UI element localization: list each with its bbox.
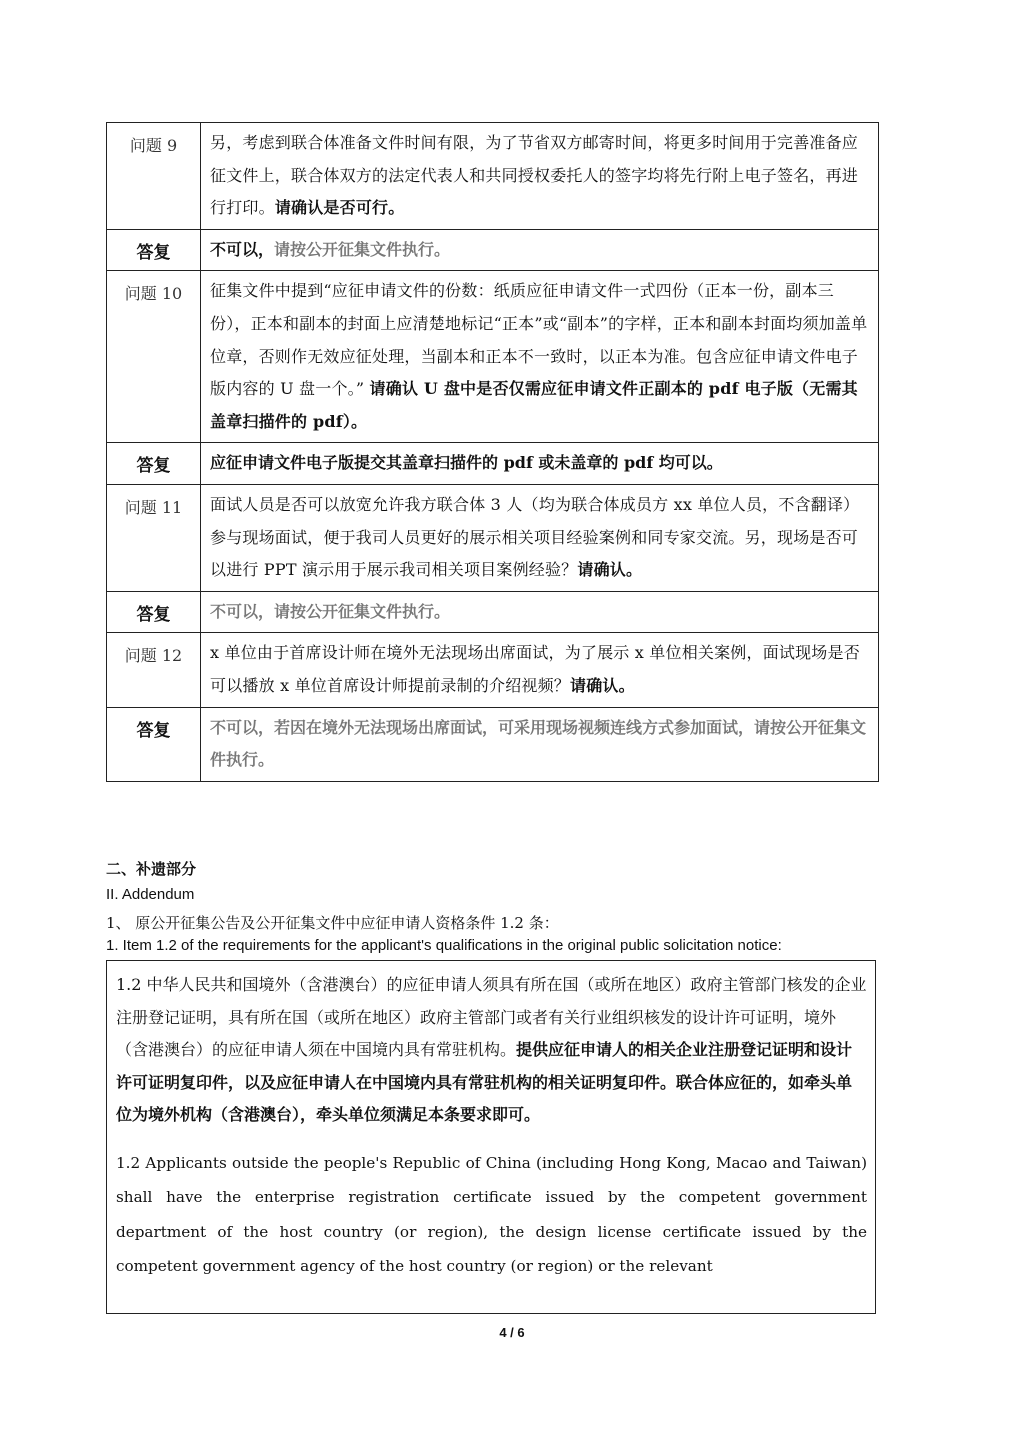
question-body: x 单位由于首席设计师在境外无法现场出席面试，为了展示 x 单位相关案例，面试现场是否可以播放 x 单位首席设计师提前录制的介绍视频？ (210, 643, 860, 695)
question-text (201, 123, 879, 230)
answer-grey: 不可以，若因在境外无法现场出席面试，可采用现场视频连线方式参加面试，请按公开征集文件执行。 (210, 717, 867, 770)
addendum-item-zh: 1、 原公开征集公告及公开征集文件中应征申请人资格条件 1.2 条： (106, 914, 559, 932)
question-row-12 (107, 633, 879, 707)
question-label: 问题 11 (107, 484, 201, 591)
quote-zh (107, 961, 875, 1132)
answer-row-9 (107, 229, 879, 271)
answer-text (201, 229, 879, 271)
question-text (201, 484, 879, 591)
question-label: 问题 10 (107, 271, 201, 443)
addendum-quote-box (106, 960, 876, 1314)
question-emphasis: 请确认 U 盘中是否仅需应征申请文件正副本的 pdf 电子版（无需其盖章扫描件的 pdf）。 (210, 379, 858, 431)
question-emphasis: 请确认是否可行。 (274, 198, 405, 218)
question-text (201, 633, 879, 707)
question-row-9 (107, 123, 879, 230)
answer-dark: 应征申请文件电子版提交其盖章扫描件的 pdf 或未盖章的 pdf 均可以。 (210, 453, 723, 473)
answer-grey: 请按公开征集文件执行。 (274, 239, 451, 259)
answer-text (201, 591, 879, 633)
question-label: 问题 9 (107, 123, 201, 230)
quote-zh-body: 1.2 中华人民共和国境外（含港澳台）的应征申请人须具有所在国（或所在地区）政府主管部门核发的企业注册登记证明，具有所在国（或所在地区）政府主管部门或者有关行业组织核发的设计许可证明，境外（含港澳台）的应征申请人须在中国境内具有常驻机构。 (116, 975, 867, 1059)
answer-text (201, 707, 879, 781)
quote-en: 1.2 Applicants outside the people's Republic of China (including Hong Kong, Macao and Taiwan) shall have the enterprise registration certificate issued by the competent government department of the host country (or region), the design license certificate issued by the competent government agency of the host country (or region) or the relevant (116, 1153, 867, 1275)
addendum-item-en: 1. Item 1.2 of the requirements for the applicant's qualifications in the original public solicitation notice: (106, 937, 782, 954)
answer-dark: 不可以， (210, 239, 275, 259)
question-text (201, 271, 879, 443)
answer-text (201, 443, 879, 485)
question-row-10 (107, 271, 879, 443)
question-emphasis: 请确认。 (577, 560, 643, 580)
question-body: 征集文件中提到“应征申请文件的份数：纸质应征申请文件一式四份（正本一份，副本三份），正本和副本的封面上应清楚地标记“正本”或“副本”的字样，正本和副本封面均须加盖单位章，否则作无效应征处理，当副本和正本不一致时，以正本为准。包含应征申请文件电子版内容的 U 盘一个。” (210, 281, 868, 399)
answer-label: 答复 (107, 229, 201, 271)
answer-row-10 (107, 443, 879, 485)
answer-row-11 (107, 591, 879, 633)
answer-label: 答复 (107, 707, 201, 781)
section-title-zh: 二、补遗部分 (106, 860, 197, 878)
question-row-11 (107, 484, 879, 591)
page-number: 4 / 6 (499, 1325, 525, 1340)
quote-zh-emphasis: 提供应征申请人的相关企业注册登记证明和设计许可证明复印件，以及应征申请人在中国境内具有常驻机构的相关证明复印件。联合体应征的，如牵头单位为境外机构（含港澳台），牵头单位须满足本条要求即可。 (116, 1040, 853, 1124)
question-body: 另，考虑到联合体准备文件时间有限，为了节省双方邮寄时间，将更多时间用于完善准备应征文件上，联合体双方的法定代表人和共同授权委托人的签字均将先行附上电子签名，再进行打印。 (210, 133, 859, 218)
question-emphasis: 请确认。 (570, 675, 635, 695)
answer-grey: 不可以，请按公开征集文件执行。 (210, 601, 451, 621)
qa-table (106, 122, 879, 782)
section-title-en: II. Addendum (106, 886, 195, 903)
answer-row-12 (107, 707, 879, 781)
question-body: 面试人员是否可以放宽允许我方联合体 3 人（均为联合体成员方 xx 单位人员，不含翻译）参与现场面试，便于我司人员更好的展示相关项目经验案例和同专家交流。另，现场是否可以进行 PPT 演示用于展示我司相关项目案例经验？ (210, 494, 860, 580)
answer-label: 答复 (107, 591, 201, 633)
answer-label: 答复 (107, 443, 201, 485)
question-label: 问题 12 (107, 633, 201, 707)
